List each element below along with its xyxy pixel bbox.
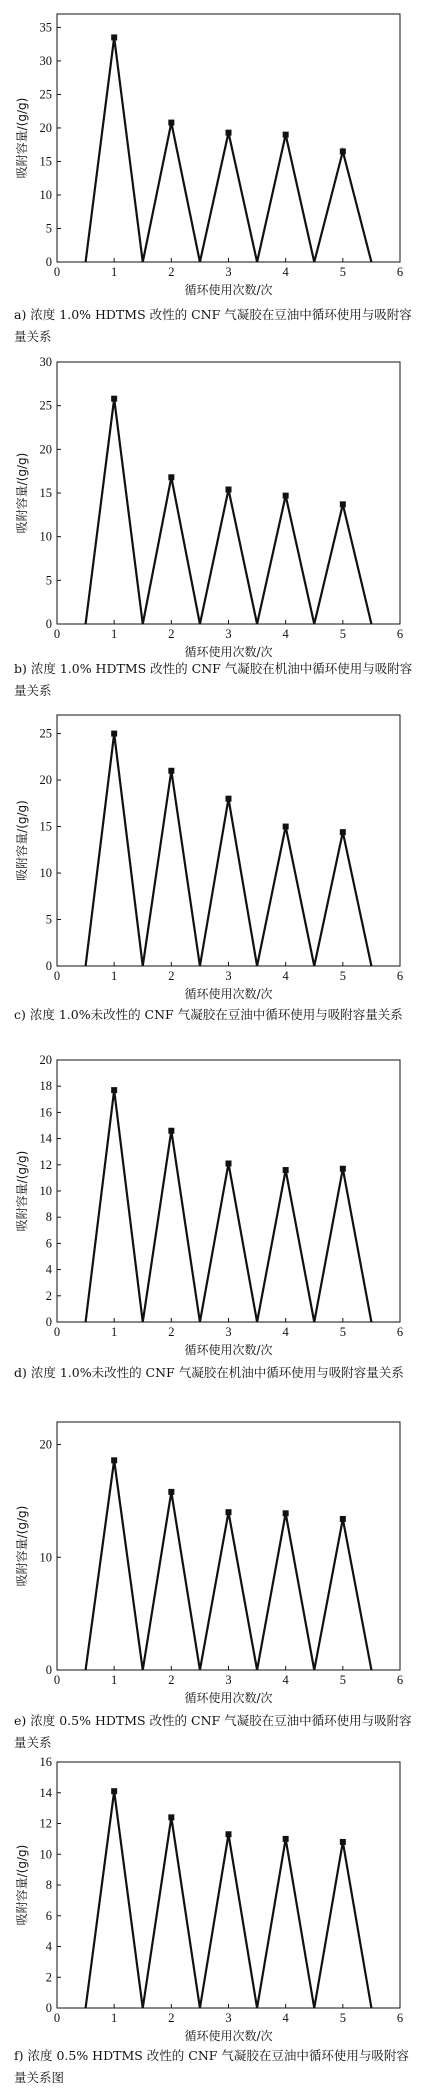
x-tick-label: 4 — [282, 969, 289, 983]
y-axis-title: 吸附容量/(g/g) — [15, 452, 29, 534]
y-tick-label: 20 — [39, 120, 52, 135]
data-point-marker — [226, 1831, 232, 1837]
x-tick-label: 6 — [396, 969, 404, 983]
x-axis-title: 循环使用次数/次 — [184, 283, 273, 297]
y-tick-label: 12 — [39, 1157, 52, 1172]
x-tick-label: 2 — [168, 1325, 175, 1339]
data-point-marker — [111, 1087, 117, 1093]
y-tick-label: 10 — [39, 1847, 52, 1862]
y-tick-label: 15 — [39, 819, 52, 834]
y-tick-label: 20 — [39, 1053, 52, 1067]
x-axis-title: 循环使用次数/次 — [184, 1343, 273, 1357]
data-point-marker — [168, 474, 174, 480]
y-tick-label: 14 — [39, 1785, 52, 1800]
data-point-marker — [168, 1128, 174, 1134]
series-line — [86, 734, 372, 966]
y-tick-label: 8 — [45, 1878, 52, 1892]
x-tick-label: 3 — [225, 969, 232, 983]
y-tick-label: 0 — [45, 1663, 52, 1677]
y-tick-label: 5 — [45, 221, 52, 236]
series-line — [86, 37, 372, 262]
x-tick-label: 1 — [111, 265, 118, 279]
data-point-marker — [226, 1509, 232, 1515]
data-point-marker — [168, 768, 174, 774]
y-axis-title: 吸附容量/(g/g) — [15, 1505, 29, 1587]
y-tick-label: 0 — [45, 2001, 52, 2015]
y-axis-title: 吸附容量/(g/g) — [15, 1150, 29, 1232]
x-axis-title: 循环使用次数/次 — [184, 645, 273, 659]
x-tick-label: 0 — [53, 2011, 61, 2025]
y-tick-label: 10 — [39, 1184, 52, 1198]
x-tick-label: 5 — [339, 969, 346, 983]
data-point-marker — [340, 829, 346, 835]
y-tick-label: 0 — [45, 1315, 52, 1329]
x-tick-label: 5 — [339, 2011, 346, 2025]
data-point-marker — [283, 1510, 289, 1516]
data-point-marker — [168, 120, 174, 126]
y-tick-label: 8 — [45, 1210, 52, 1225]
x-tick-label: 4 — [282, 627, 289, 641]
x-tick-label: 2 — [168, 627, 175, 641]
x-tick-label: 2 — [168, 2011, 175, 2025]
x-axis-title: 循环使用次数/次 — [184, 1691, 273, 1705]
x-tick-label: 0 — [53, 627, 61, 641]
x-tick-label: 6 — [396, 1673, 404, 1687]
x-tick-label: 5 — [339, 627, 346, 641]
chart-svg — [0, 354, 425, 664]
x-tick-label: 2 — [168, 1673, 175, 1687]
data-point-marker — [340, 1839, 346, 1845]
y-tick-label: 10 — [39, 866, 52, 881]
x-tick-label: 2 — [168, 265, 175, 279]
x-tick-label: 1 — [111, 627, 118, 641]
y-tick-label: 4 — [45, 1939, 52, 1954]
data-point-marker — [283, 1836, 289, 1842]
y-axis-title: 吸附容量/(g/g) — [15, 1844, 29, 1926]
x-tick-label: 4 — [282, 2011, 289, 2025]
x-tick-label: 3 — [225, 1673, 232, 1687]
x-tick-label: 1 — [111, 2011, 118, 2025]
y-tick-label: 30 — [39, 355, 52, 369]
y-tick-label: 10 — [39, 187, 52, 202]
chart-svg — [0, 1052, 425, 1362]
x-axis-title: 循环使用次数/次 — [184, 987, 273, 1001]
x-tick-label: 2 — [168, 969, 175, 983]
y-tick-label: 4 — [45, 1262, 52, 1277]
y-tick-label: 20 — [39, 773, 52, 788]
x-tick-label: 5 — [339, 1673, 346, 1687]
data-point-marker — [283, 493, 289, 499]
x-tick-label: 0 — [53, 1325, 61, 1339]
y-tick-label: 10 — [39, 1550, 52, 1565]
y-tick-label: 15 — [39, 154, 52, 169]
x-tick-label: 3 — [225, 265, 232, 279]
x-tick-label: 1 — [111, 1325, 118, 1339]
data-point-marker — [168, 1489, 174, 1495]
x-tick-label: 4 — [282, 1325, 289, 1339]
y-tick-label: 5 — [45, 912, 52, 927]
y-tick-label: 15 — [39, 486, 52, 500]
x-tick-label: 1 — [111, 969, 118, 983]
series-line — [86, 1460, 372, 1670]
x-tick-label: 5 — [339, 1325, 346, 1339]
data-point-marker — [111, 34, 117, 40]
x-tick-label: 6 — [396, 627, 404, 641]
data-point-marker — [340, 1166, 346, 1172]
y-tick-label: 12 — [39, 1816, 52, 1831]
y-tick-label: 30 — [39, 53, 52, 68]
data-point-marker — [283, 132, 289, 138]
data-point-marker — [283, 824, 289, 830]
data-point-marker — [168, 1814, 174, 1820]
y-tick-label: 14 — [39, 1131, 52, 1146]
y-tick-label: 0 — [45, 255, 52, 269]
y-tick-label: 25 — [39, 726, 52, 741]
y-axis-title: 吸附容量/(g/g) — [15, 800, 29, 881]
y-tick-label: 20 — [39, 1437, 52, 1452]
y-tick-label: 20 — [39, 442, 52, 457]
chart-svg — [0, 1414, 425, 1710]
plot-frame — [57, 14, 400, 262]
data-point-marker — [111, 396, 117, 402]
data-point-marker — [111, 731, 117, 737]
data-point-marker — [340, 148, 346, 154]
y-tick-label: 16 — [39, 1105, 52, 1120]
data-point-marker — [283, 1167, 289, 1173]
data-point-marker — [340, 1516, 346, 1522]
x-tick-label: 6 — [396, 265, 404, 279]
plot-frame — [57, 1762, 400, 2008]
x-tick-label: 1 — [111, 1673, 118, 1687]
data-point-marker — [226, 487, 232, 493]
data-point-marker — [340, 501, 346, 507]
data-point-marker — [226, 796, 232, 802]
figure-caption: e) 浓度 0.5% HDTMS 改性的 CNF 气凝胶在豆油中循环使用与吸附容量关系 — [14, 1713, 412, 1750]
y-tick-label: 6 — [45, 1908, 52, 1923]
data-point-marker — [226, 130, 232, 136]
x-tick-label: 0 — [53, 969, 61, 983]
figure-caption: d) 浓度 1.0%未改性的 CNF 气凝胶在机油中循环使用与吸附容量关系 — [14, 1365, 404, 1380]
y-axis-title: 吸附容量/(g/g) — [15, 97, 29, 179]
figure-caption: b) 浓度 1.0% HDTMS 改性的 CNF 气凝胶在机油中循环使用与吸附容量关系 — [14, 661, 413, 698]
data-point-marker — [226, 1160, 232, 1166]
y-tick-label: 25 — [39, 398, 52, 413]
y-tick-label: 2 — [45, 1288, 52, 1303]
y-tick-label: 6 — [45, 1236, 52, 1251]
y-tick-label: 0 — [45, 617, 52, 631]
y-tick-label: 35 — [39, 20, 52, 35]
x-tick-label: 6 — [396, 1325, 404, 1339]
y-tick-label: 10 — [39, 529, 52, 544]
y-tick-label: 0 — [45, 959, 52, 973]
figure-caption: f) 浓度 0.5% HDTMS 改性的 CNF 气凝胶在豆油中循环使用与吸附容量关系图 — [14, 2048, 409, 2085]
x-tick-label: 0 — [53, 265, 61, 279]
data-point-marker — [111, 1788, 117, 1794]
x-tick-label: 3 — [225, 1325, 232, 1339]
figure-caption: a) 浓度 1.0% HDTMS 改性的 CNF 气凝胶在豆油中循环使用与吸附容量关系 — [14, 307, 412, 344]
x-tick-label: 4 — [282, 1673, 289, 1687]
x-tick-label: 4 — [282, 265, 289, 279]
y-tick-label: 2 — [45, 1970, 52, 1985]
data-point-marker — [111, 1457, 117, 1463]
chart-svg — [0, 1754, 425, 2048]
chart-svg — [0, 707, 425, 1006]
y-tick-label: 5 — [45, 573, 52, 588]
x-tick-label: 0 — [53, 1673, 61, 1687]
chart-svg — [0, 6, 425, 302]
series-line — [86, 399, 372, 624]
x-tick-label: 5 — [339, 265, 346, 279]
x-tick-label: 3 — [225, 627, 232, 641]
x-axis-title: 循环使用次数/次 — [184, 2029, 273, 2043]
y-tick-label: 18 — [39, 1079, 52, 1094]
series-line — [86, 1090, 372, 1322]
x-tick-label: 6 — [396, 2011, 404, 2025]
y-tick-label: 25 — [39, 87, 52, 102]
figure-caption: c) 浓度 1.0%未改性的 CNF 气凝胶在豆油中循环使用与吸附容量关系 — [14, 1007, 403, 1022]
series-line — [86, 1791, 372, 2008]
plot-frame — [57, 715, 400, 966]
y-tick-label: 16 — [39, 1755, 52, 1769]
plot-frame — [57, 1060, 400, 1322]
x-tick-label: 3 — [225, 2011, 232, 2025]
